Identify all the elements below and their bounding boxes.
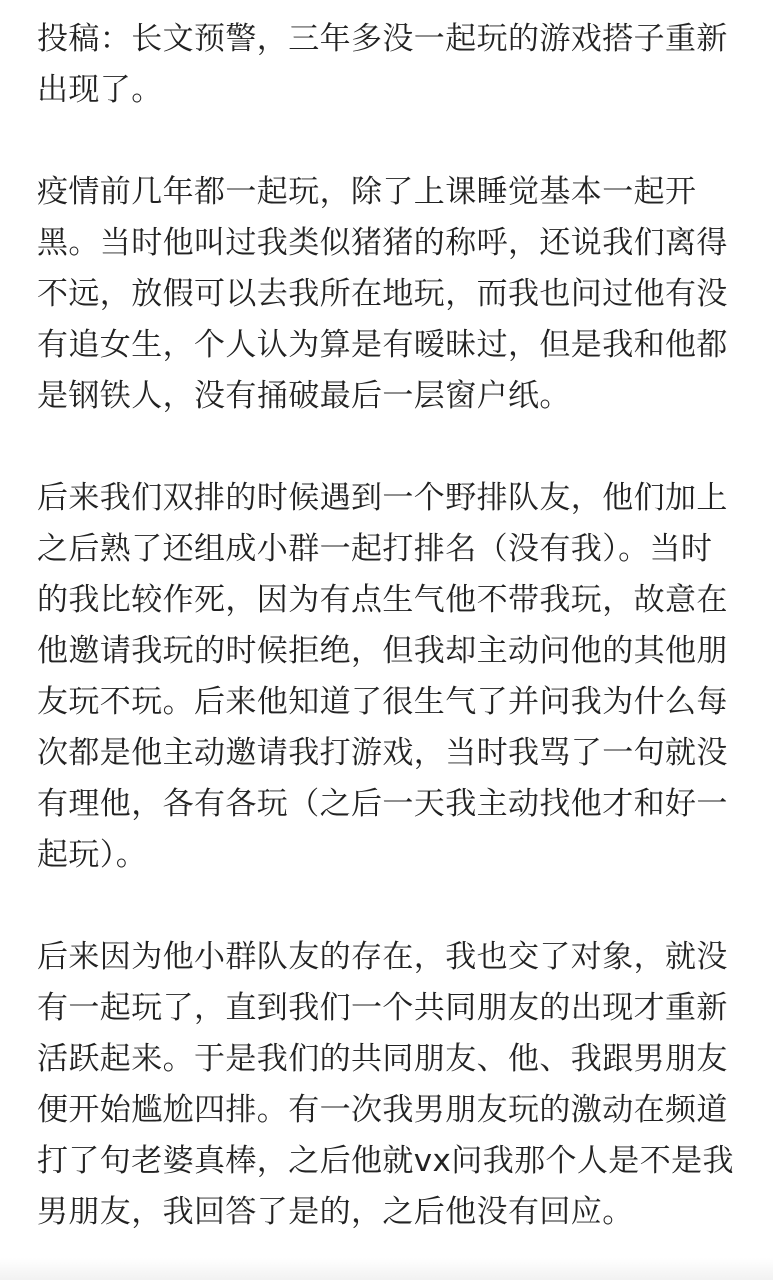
paragraph-4: 后来因为他小群队友的存在，我也交了对象，就没有一起玩了，直到我们一个共同朋友的出现才重新活跃起来。于是我们的共同朋友、他、我跟男朋友便开始尴尬四排。有一次我男朋友玩的激动在频道打了句老婆真棒，之后他就vx问我那个人是不是我男朋友，我回答了是的，之后他没有回应。 [37, 939, 734, 1230]
post-body [37, 14, 737, 1238]
paragraph-2: 疫情前几年都一起玩，除了上课睡觉基本一起开黑。当时他叫过我类似猪猪的称呼，还说我们离得不远，放假可以去我所在地玩，而我也问过他有没有追女生，个人认为算是有暧昧过，但是我和他都是钢铁人，没有捅破最后一层窗户纸。 [37, 174, 728, 414]
bottom-fade [0, 1258, 773, 1280]
paragraph-3: 后来我们双排的时候遇到一个野排队友，他们加上之后熟了还组成小群一起打排名（没有我）。当时的我比较作死，因为有点生气他不带我玩，故意在他邀请我玩的时候拒绝，但我却主动问他的其他朋友玩不玩。后来他知道了很生气了并问我为什么每次都是他主动邀请我打游戏，当时我骂了一句就没有理他，各有各玩（之后一天我主动找他才和好一起玩）。 [37, 480, 728, 873]
paragraph-1: 投稿：长文预警，三年多没一起玩的游戏搭子重新出现了。 [37, 21, 728, 108]
